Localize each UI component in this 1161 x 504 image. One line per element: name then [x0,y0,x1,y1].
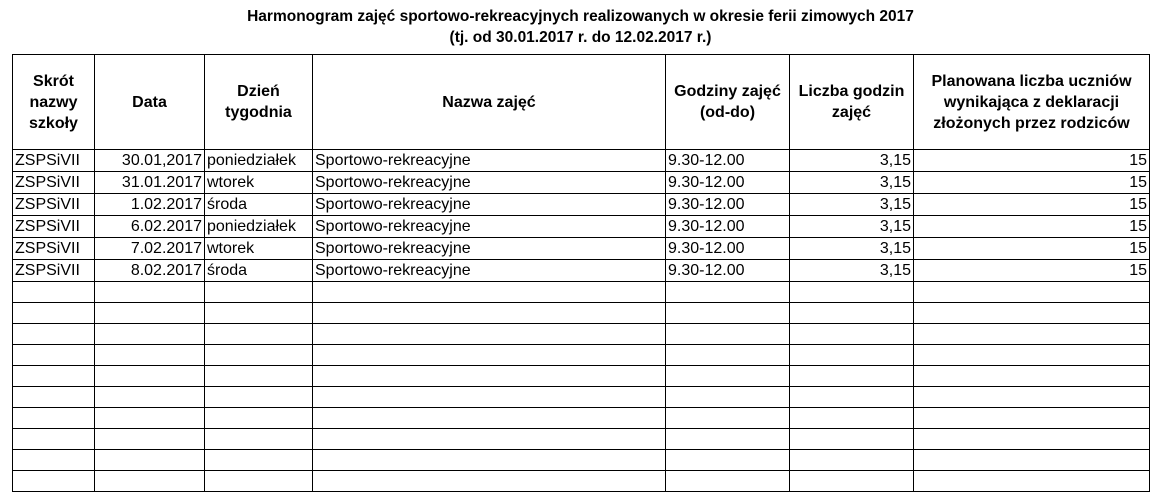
cell-school: ZSPSiVII [13,150,95,172]
empty-cell [914,366,1150,387]
title-line-1: Harmonogram zajęć sportowo-rekreacyjnych realizowanych w okresie ferii zimowych 2017 [247,8,914,25]
cell-weekday: środa [205,194,313,216]
empty-cell [790,303,914,324]
cell-date: 6.02.2017 [95,216,205,238]
empty-cell [790,345,914,366]
empty-cell [313,408,666,429]
table-row [13,216,1150,238]
table-row [13,194,1150,216]
empty-cell [666,303,790,324]
empty-cell [790,429,914,450]
empty-cell [313,303,666,324]
empty-cell [95,324,205,345]
empty-cell [205,366,313,387]
empty-cell [790,408,914,429]
empty-cell [914,408,1150,429]
cell-school: ZSPSiVII [13,172,95,194]
empty-cell [666,429,790,450]
header-hours: Godziny zajęć (od-do) [666,55,790,150]
empty-cell [666,408,790,429]
empty-cell [95,387,205,408]
cell-date: 7.02.2017 [95,238,205,260]
empty-table-row [13,345,1150,366]
empty-cell [914,450,1150,471]
empty-cell [914,429,1150,450]
empty-cell [790,471,914,492]
empty-cell [914,303,1150,324]
empty-table-row [13,450,1150,471]
empty-cell [313,429,666,450]
empty-cell [95,408,205,429]
empty-cell [666,324,790,345]
empty-cell [13,345,95,366]
empty-table-row [13,303,1150,324]
cell-activity: Sportowo-rekreacyjne [313,172,666,194]
empty-table-row [13,282,1150,303]
empty-cell [914,324,1150,345]
table-row [13,150,1150,172]
cell-activity: Sportowo-rekreacyjne [313,216,666,238]
empty-cell [205,345,313,366]
cell-hours: 9.30-12.00 [666,172,790,194]
empty-cell [313,324,666,345]
empty-cell [313,450,666,471]
header-date: Data [95,55,205,150]
empty-cell [313,366,666,387]
cell-date: 8.02.2017 [95,260,205,282]
empty-cell [666,471,790,492]
header-planned-students: Planowana liczba uczniów wynikająca z deklaracji złożonych przez rodziców [914,55,1150,150]
cell-hours: 9.30-12.00 [666,260,790,282]
cell-hours-count: 3,15 [790,216,914,238]
cell-date: 30.01,2017 [95,150,205,172]
table-row [13,238,1150,260]
cell-date: 1.02.2017 [95,194,205,216]
cell-weekday: środa [205,260,313,282]
empty-cell [13,471,95,492]
header-weekday: Dzień tygodnia [205,55,313,150]
empty-table-row [13,366,1150,387]
empty-cell [666,450,790,471]
empty-cell [205,408,313,429]
table-row [13,172,1150,194]
empty-cell [790,387,914,408]
header-hours-count: Liczba godzin zajęć [790,55,914,150]
cell-activity: Sportowo-rekreacyjne [313,238,666,260]
cell-weekday: wtorek [205,238,313,260]
cell-school: ZSPSiVII [13,238,95,260]
empty-cell [914,387,1150,408]
empty-cell [13,366,95,387]
empty-cell [205,324,313,345]
cell-students: 15 [914,194,1150,216]
empty-table-row [13,387,1150,408]
empty-cell [313,387,666,408]
cell-date: 31.01.2017 [95,172,205,194]
cell-students: 15 [914,260,1150,282]
cell-activity: Sportowo-rekreacyjne [313,260,666,282]
empty-cell [13,324,95,345]
empty-cell [914,282,1150,303]
cell-activity: Sportowo-rekreacyjne [313,150,666,172]
cell-hours: 9.30-12.00 [666,150,790,172]
empty-cell [205,387,313,408]
title-line-2: (tj. od 30.01.2017 r. do 12.02.2017 r.) [449,29,712,46]
table-row [13,260,1150,282]
empty-cell [914,471,1150,492]
empty-cell [95,345,205,366]
header-school-abbrev: Skrót nazwy szkoły [13,55,95,150]
empty-table-row [13,471,1150,492]
empty-cell [95,303,205,324]
empty-cell [95,429,205,450]
empty-cell [205,303,313,324]
empty-cell [790,366,914,387]
cell-hours-count: 3,15 [790,194,914,216]
empty-cell [13,282,95,303]
header-row [13,55,1150,150]
empty-cell [666,282,790,303]
cell-hours: 9.30-12.00 [666,216,790,238]
cell-hours: 9.30-12.00 [666,238,790,260]
empty-cell [666,366,790,387]
empty-cell [13,429,95,450]
empty-cell [666,387,790,408]
empty-cell [313,345,666,366]
cell-students: 15 [914,150,1150,172]
cell-school: ZSPSiVII [13,260,95,282]
empty-cell [790,324,914,345]
empty-cell [13,450,95,471]
empty-cell [205,450,313,471]
empty-cell [95,471,205,492]
empty-cell [205,429,313,450]
empty-cell [205,282,313,303]
empty-cell [790,282,914,303]
empty-cell [205,471,313,492]
cell-hours-count: 3,15 [790,172,914,194]
empty-cell [95,282,205,303]
cell-weekday: poniedziałek [205,150,313,172]
empty-cell [95,366,205,387]
empty-cell [914,345,1150,366]
cell-students: 15 [914,216,1150,238]
cell-weekday: wtorek [205,172,313,194]
empty-cell [13,303,95,324]
cell-hours-count: 3,15 [790,260,914,282]
schedule-table [12,54,1150,492]
empty-table-row [13,429,1150,450]
cell-students: 15 [914,238,1150,260]
empty-cell [313,282,666,303]
header-activity-name: Nazwa zajęć [313,55,666,150]
empty-cell [13,387,95,408]
cell-activity: Sportowo-rekreacyjne [313,194,666,216]
empty-cell [13,408,95,429]
empty-cell [95,450,205,471]
cell-hours: 9.30-12.00 [666,194,790,216]
empty-table-row [13,408,1150,429]
empty-table-row [13,324,1150,345]
cell-weekday: poniedziałek [205,216,313,238]
cell-hours-count: 3,15 [790,238,914,260]
cell-students: 15 [914,172,1150,194]
empty-cell [790,450,914,471]
document-title [0,6,1161,48]
cell-school: ZSPSiVII [13,216,95,238]
cell-school: ZSPSiVII [13,194,95,216]
cell-hours-count: 3,15 [790,150,914,172]
empty-cell [666,345,790,366]
empty-cell [313,471,666,492]
